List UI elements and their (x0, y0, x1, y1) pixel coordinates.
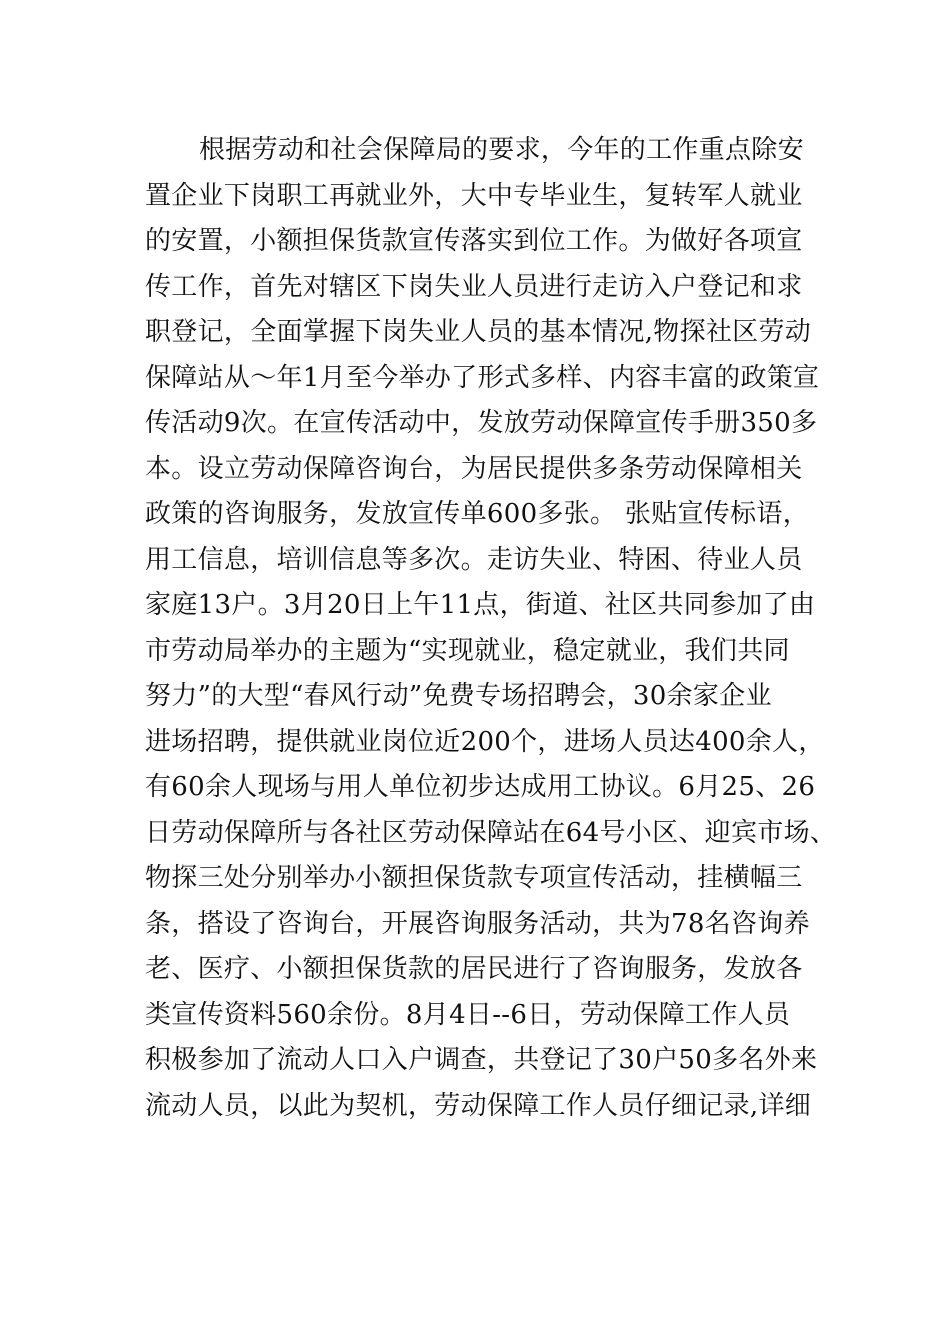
text-line: 本。设立劳动保障咨询台，为居民提供多条劳动保障相关 (145, 453, 803, 484)
text-line: 的安置，小额担保货款宣传落实到位工作。为做好各项宣 (145, 226, 803, 256)
text-line: 家庭13户。3月20日上午11点，街道、社区共同参加了由 (145, 590, 816, 620)
body-paragraph (145, 128, 845, 1129)
text-line: 政策的咨询服务，发放宣传单600多张。 张贴宣传标语， (145, 499, 809, 529)
text-line: 日劳动保障所与各社区劳动保障站在64号小区、迎宾市场、 (145, 817, 837, 848)
text-line: 传活动9次。在宣传活动中，发放劳动保障宣传手册350多 (145, 408, 818, 438)
text-line: 有60余人现场与用人单位初步达成用工协议。6月25、26 (145, 772, 816, 802)
text-line: 传工作，首先对辖区下岗失业人员进行走访入户登记和求 (145, 271, 803, 302)
text-line: 流动人员，以此为契机，劳动保障工作人员仔细记录,详细 (145, 1090, 812, 1121)
text-line: 职登记，全面掌握下岗失业人员的基本情况,物探社区劳动 (145, 317, 812, 347)
text-line: 条，搭设了咨询台，开展咨询服务活动，共为78名咨询养 (145, 908, 810, 939)
text-line: 积极参加了流动人口入户调查，共登记了30户50多名外来 (145, 1045, 818, 1075)
text-line: 类宣传资料560余份。8月4日--6日，劳动保障工作人员 (145, 999, 791, 1030)
text-line: 市劳动局举办的主题为“实现就业，稳定就业，我们共同 (145, 635, 790, 666)
text-line: 置企业下岗职工再就业外，大中专毕业生，复转军人就业 (145, 180, 803, 211)
text-line: 努力”的大型“春风行动”免费专场招聘会，30余家企业 (145, 681, 772, 711)
text-line: 用工信息，培训信息等多次。走访失业、特困、待业人员 (145, 544, 803, 575)
text-line: 根据劳动和社会保障局的要求，今年的工作重点除安 (199, 135, 804, 165)
text-line: 保障站从～年1月至今举办了形式多样、内容丰富的政策宣 (145, 362, 820, 393)
text-line: 物探三处分别举办小额担保货款专项宣传活动，挂横幅三 (145, 863, 803, 893)
text-line: 进场招聘，提供就业岗位近200个，进场人员达400余人， (145, 726, 825, 757)
text-line: 老、医疗、小额担保货款的居民进行了咨询服务，发放各 (145, 954, 803, 984)
